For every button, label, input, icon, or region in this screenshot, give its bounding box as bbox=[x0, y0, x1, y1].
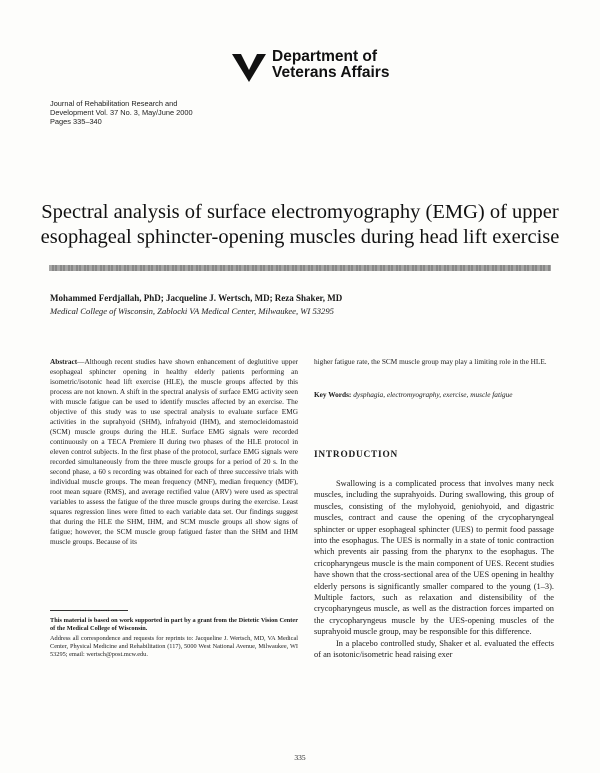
journal-line1: Journal of Rehabilitation Research and bbox=[50, 99, 178, 108]
dept-line1: Department of bbox=[272, 48, 378, 65]
department-name bbox=[272, 49, 389, 81]
authors: Mohammed Ferdjallah, PhD; Jacqueline J. Wertsch, MD; Reza Shaker, MD bbox=[50, 293, 343, 303]
footnote bbox=[50, 617, 298, 661]
journal-line2: Development Vol. 37 No. 3, May/June 2000 bbox=[50, 108, 193, 117]
title-line1: Spectral analysis of surface electromyography (EMG) of upper bbox=[41, 201, 559, 223]
footnote-divider bbox=[50, 610, 128, 611]
keywords bbox=[314, 390, 554, 400]
intro-paragraph-2: In a placebo controlled study, Shaker et al. evaluated the effects of an isotonic/isometric head raising exer bbox=[314, 638, 554, 660]
journal-citation bbox=[50, 99, 193, 126]
journal-line3: Pages 335–340 bbox=[50, 117, 102, 126]
page-number: 335 bbox=[294, 753, 306, 762]
intro-paragraph-1: Swallowing is a complicated process that involves many neck muscles, including the suprahyoids. During swallowing, this group of muscles, consisting of the mylohyoid, geniohyoid, and digastric muscles, contract and cause the opening of the crycopharyngeal sphincter or upper esophageal sphincter (UES) to permit food passage into the esophagus. The UES is normally in a state of tonic contraction which prevents air passing from the pharynx to the esophagus. The cricopharyngeus muscle is the main component of UES. Recent studies have shown that the cross-sectional area of the UES opening in healthy elderly persons is significantly smaller compared to the young (1–3). Multiple factors, such as relaxation and distensibility of the crycopharyngeus muscle, as well as the distraction forces imparted on the crycopharyngeus muscle by the UES-opening muscles of the suprahyoid muscle group, may be responsible for this difference. bbox=[314, 479, 554, 637]
title-line2: esophageal sphincter-opening muscles during head lift exercise bbox=[40, 226, 560, 248]
section-heading-introduction: INTRODUCTION bbox=[314, 450, 398, 460]
abstract-continued: higher fatigue rate, the SCM muscle group may play a limiting role in the HLE. bbox=[314, 357, 547, 366]
footnote-correspondence: Address all correspondence and requests for reprints to: Jacqueline J. Wertsch, MD, VA Medical Center, Physical Medicine and Rehabilitation (117), 5000 West National Avenue, Milwaukee, WI 53295; email: wertsch@post.mcw.edu. bbox=[50, 635, 298, 658]
keywords-list: dysphagia, electromyography, exercise, muscle fatigue bbox=[353, 390, 513, 399]
paper-title bbox=[0, 200, 600, 250]
abstract bbox=[50, 357, 298, 547]
decorative-rule bbox=[49, 264, 551, 272]
abstract-label: Abstract bbox=[50, 357, 78, 366]
abstract-text: —Although recent studies have shown enhancement of deglutitive upper esophageal sphincter opening in healthy elderly patients performing an isometric/isotonic head lift exercise (HLE), the muscle groups affected by this process are not known. A shift in the spectral analysis of surface EMG activity seen with muscle fatigue can be used to identify muscles affected by an exercise. The objective of this study was to use spectral analysis to evaluate surface EMG activities in the suprahyoid (SHM), infrahyoid (IHM), and sternocleidomastoid (SCM) muscle groups during the HLE. Surface EMG signals were recorded continuously on a TECA Premiere II during two phases of the HLE protocol in eleven control subjects. In the first phase of the protocol, surface EMG signals were recorded simultaneously from the three muscle groups for a period of 20 s. In the second phase, a 60 s recording was obtained for each of three successive trials with individual muscle groups. The mean frequency (MNF), median frequency (MDF), root mean square (RMS), and average rectified value (ARV) were used as spectral variables to assess the fatigue of the three muscle groups during the exercise. Least squares regression lines were fitted to each variable data set. Our findings suggest that during the HLE the SHM, IHM, and SCM muscle groups all show signs of fatigue; however, the SCM muscle group fatigued faster than the SHM and IHM muscle groups. Because of its bbox=[50, 357, 298, 546]
keywords-label: Key Words: bbox=[314, 390, 352, 399]
introduction-body bbox=[314, 478, 554, 661]
dept-line2: Veterans Affairs bbox=[272, 64, 390, 81]
footnote-funding: This material is based on work supported in part by a grant from the Dietetic Vision Center of the Medical College of Wisconsin. bbox=[50, 617, 298, 632]
affiliation: Medical College of Wisconsin, Zablocki VA Medical Center, Milwaukee, WI 53295 bbox=[50, 306, 334, 316]
va-logo-icon bbox=[232, 52, 266, 82]
